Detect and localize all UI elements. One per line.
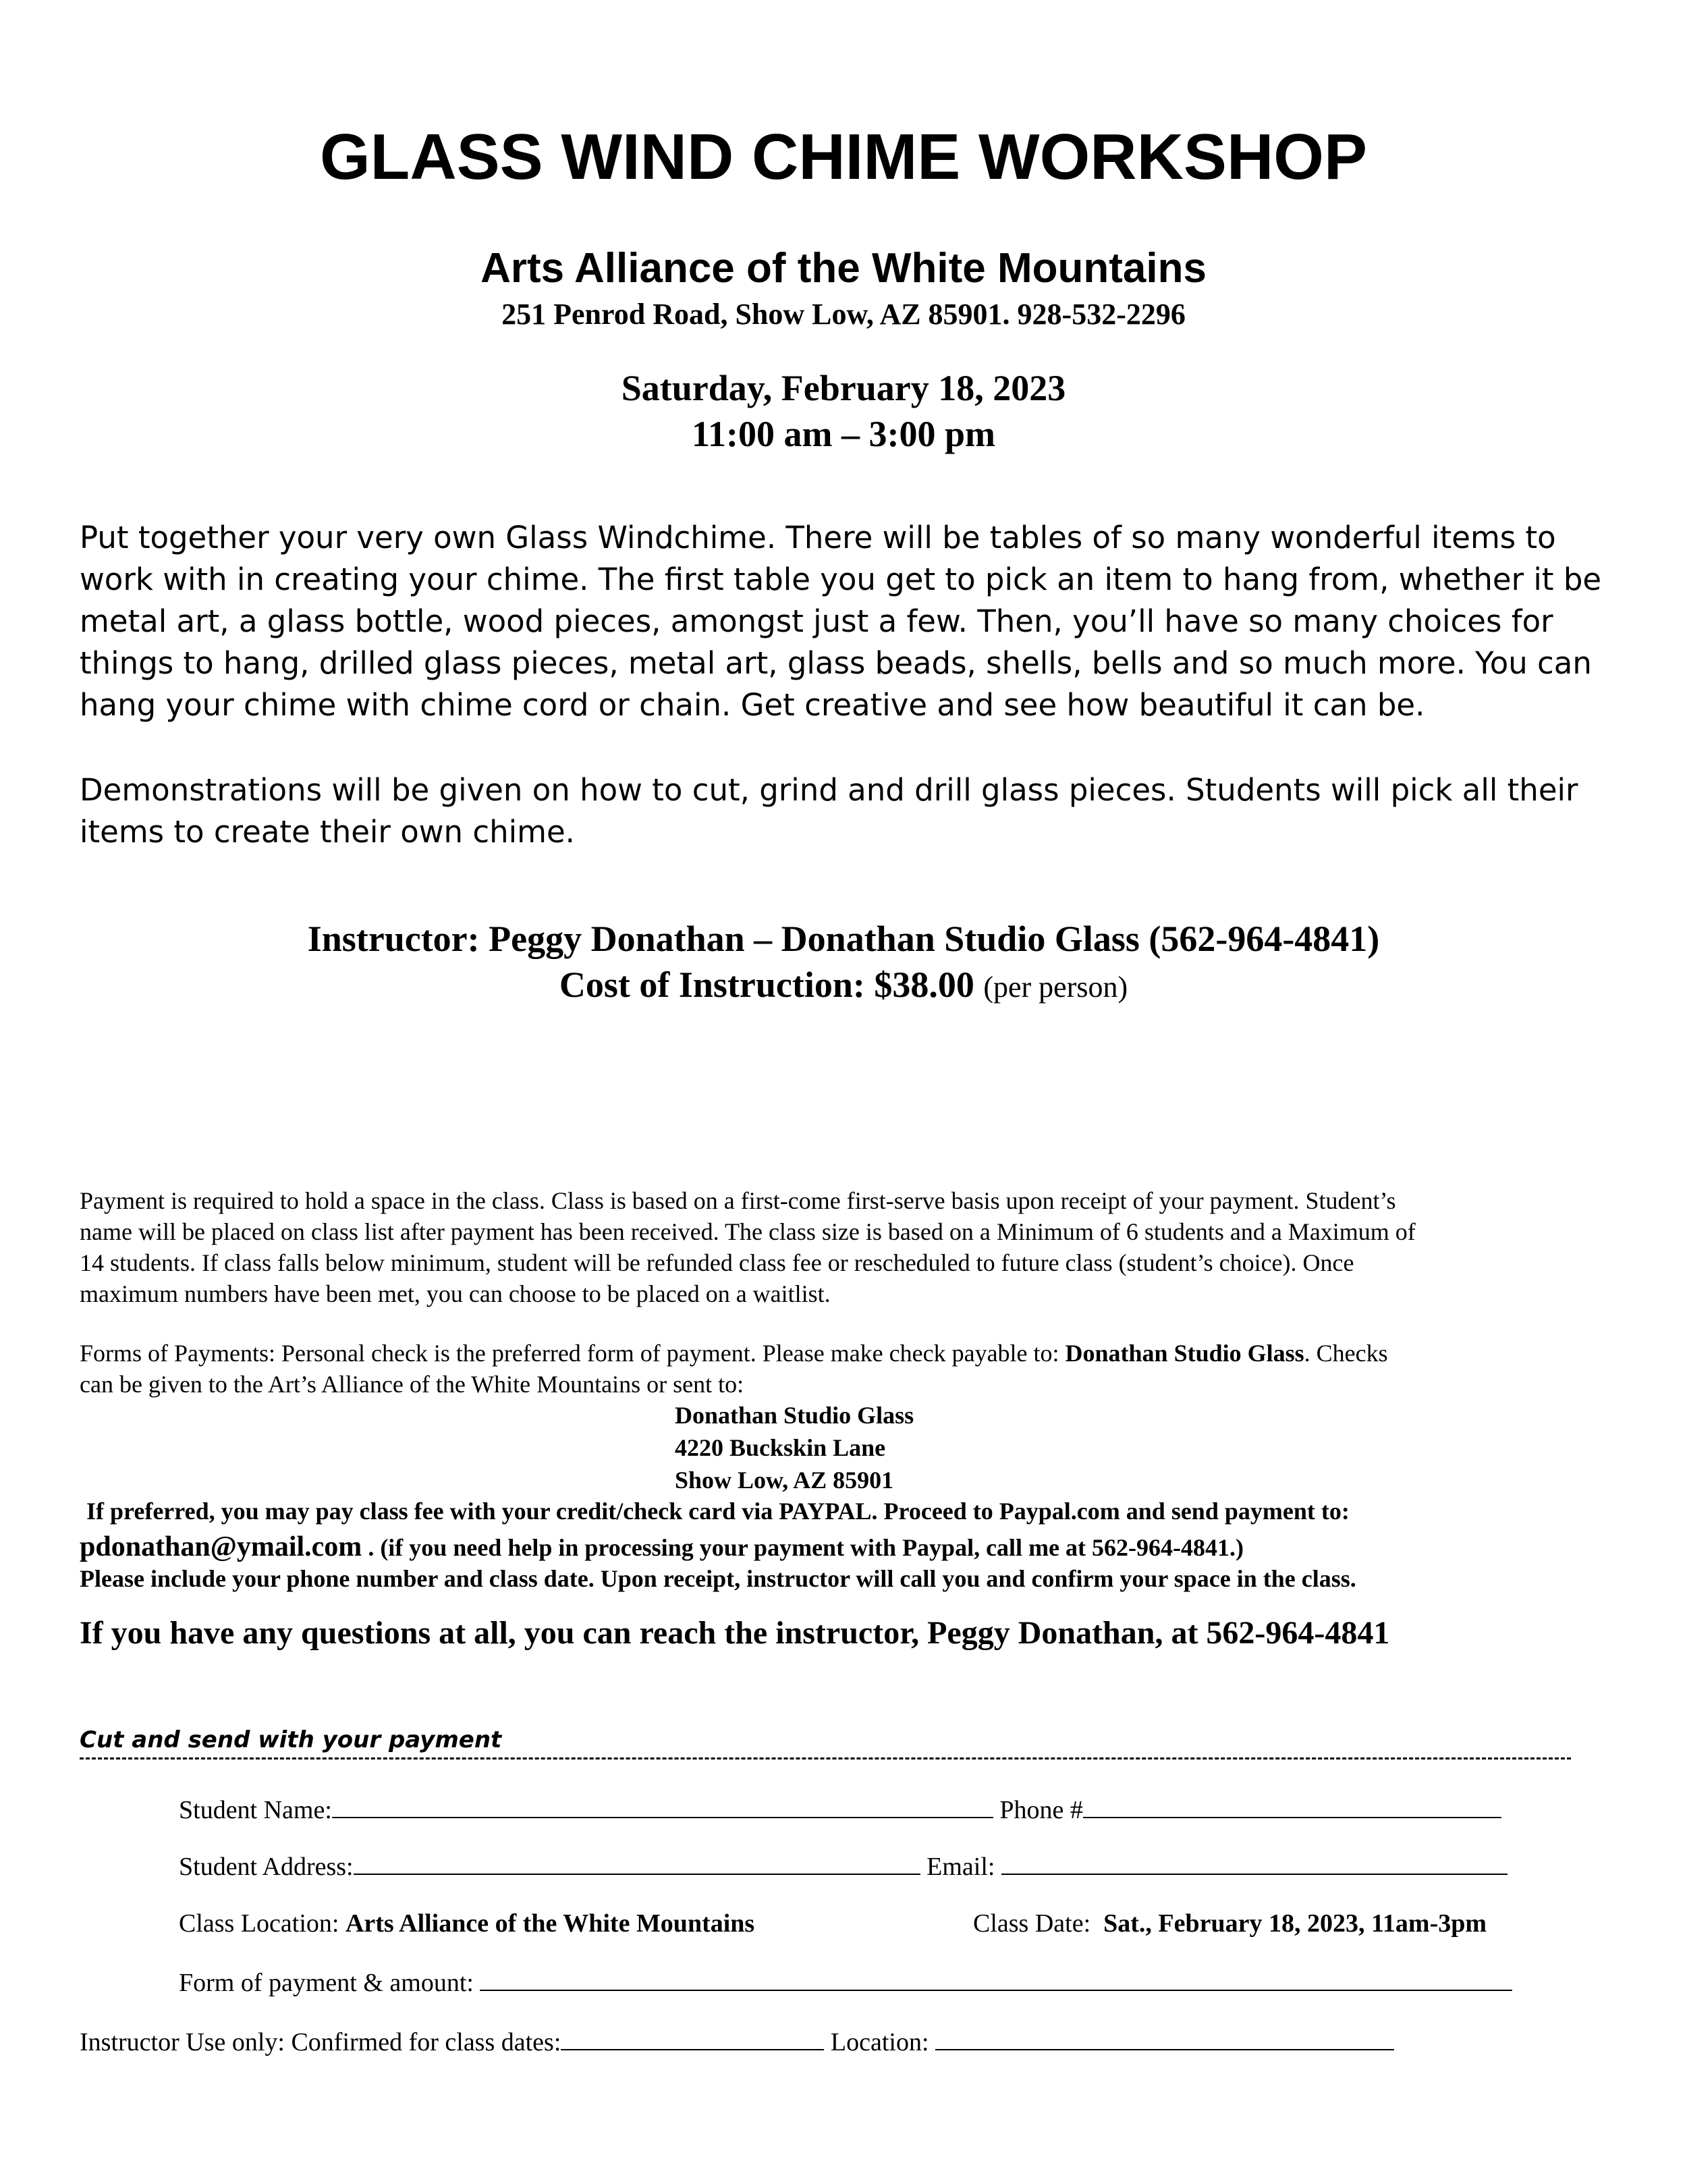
instructor-location-field[interactable] bbox=[935, 2029, 1394, 2050]
instructor-location-label: Location: bbox=[830, 2028, 929, 2056]
paypal-line: If preferred, you may pay class fee with your credit/check card via PAYPAL. Proceed to Paypal.com and send payment to: bbox=[86, 1498, 1350, 1525]
paypal-help: . (if you need help in processing your payment with Paypal, call me at 562-964-4841.) bbox=[368, 1534, 1244, 1561]
description-line: Demonstrations will be given on how to cut, grind and drill glass pieces. Students will pick all their bbox=[80, 772, 1578, 808]
instructor-info: Instructor: Peggy Donathan – Donathan Studio Glass (562-964-4841) bbox=[307, 919, 1380, 959]
page-title: GLASS WIND CHIME WORKSHOP bbox=[320, 121, 1367, 193]
mail-city: Show Low, AZ 85901 bbox=[675, 1467, 894, 1494]
forms-line-1 bbox=[80, 1338, 1632, 1369]
mail-name: Donathan Studio Glass bbox=[675, 1402, 914, 1429]
student-name-field[interactable] bbox=[332, 1797, 993, 1818]
policy-line: Payment is required to hold a space in the class. Class is based on a first-come first-serve basis upon receipt of your payment. Student’s bbox=[80, 1187, 1396, 1214]
payment-form-row bbox=[179, 1968, 1512, 1998]
policy-line: name will be placed on class list after payment has been received. The class size is based on a Minimum of 6 students and a Maximum of bbox=[80, 1218, 1416, 1245]
class-location-row bbox=[179, 1909, 754, 1938]
student-name-label: Student Name: bbox=[179, 1796, 332, 1824]
instructor-use-row bbox=[80, 2027, 1394, 2057]
forms-line-prefix: Forms of Payments: Personal check is the preferred form of payment. Please make check payable to: bbox=[80, 1340, 1059, 1367]
include-line: Please include your phone number and class date. Upon receipt, instructor will call you and confirm your space in the class. bbox=[80, 1565, 1356, 1592]
class-date-value: Sat., February 18, 2023, 11am-3pm bbox=[1103, 1909, 1487, 1938]
student-address-row bbox=[179, 1852, 1508, 1882]
email-label: Email: bbox=[927, 1853, 995, 1881]
student-address-field[interactable] bbox=[354, 1853, 920, 1875]
cost-info bbox=[0, 964, 1687, 1006]
class-location-value: Arts Alliance of the White Mountains bbox=[345, 1909, 755, 1938]
student-address-label: Student Address: bbox=[179, 1853, 354, 1881]
cost-note: (per person) bbox=[983, 971, 1128, 1004]
forms-line-suffix: . Checks bbox=[1304, 1340, 1388, 1367]
payment-amount-field[interactable] bbox=[480, 1969, 1512, 1991]
questions-line: If you have any questions at all, you can reach the instructor, Peggy Donathan, at 562-964-4841 bbox=[80, 1615, 1390, 1651]
class-location-label: Class Location: bbox=[179, 1909, 339, 1938]
cut-divider bbox=[80, 1757, 1571, 1759]
instructor-use-label: Instructor Use only: Confirmed for class dates: bbox=[80, 2028, 561, 2056]
payable-to: Donathan Studio Glass bbox=[1065, 1340, 1304, 1367]
class-date-row bbox=[973, 1909, 1487, 1938]
description-paragraph-1 bbox=[80, 517, 1625, 726]
description-line: metal art, a glass bottle, wood pieces, amongst just a few. Then, you’ll have so many choices for bbox=[80, 603, 1553, 639]
paypal-email[interactable]: pdonathan@ymail.com bbox=[80, 1531, 362, 1562]
paypal-email-line bbox=[80, 1531, 1244, 1563]
payment-amount-label: Form of payment & amount: bbox=[179, 1969, 474, 1997]
email-field[interactable] bbox=[1001, 1853, 1508, 1875]
organization-address: 251 Penrod Road, Show Low, AZ 85901. 928-532-2296 bbox=[501, 298, 1186, 331]
description-line: Put together your very own Glass Windchime. There will be tables of so many wonderful items to bbox=[80, 520, 1556, 555]
payment-policy bbox=[80, 1185, 1632, 1309]
description-line: hang your chime with chime cord or chain. Get creative and see how beautiful it can be. bbox=[80, 687, 1425, 723]
policy-line: 14 students. If class falls below minimum, student will be refunded class fee or rescheduled to future class (student’s choice). Once bbox=[80, 1249, 1354, 1276]
event-date: Saturday, February 18, 2023 bbox=[621, 368, 1066, 408]
phone-label: Phone # bbox=[999, 1796, 1083, 1824]
class-date-label: Class Date: bbox=[973, 1909, 1091, 1938]
payment-forms bbox=[80, 1338, 1632, 1400]
mail-street: 4220 Buckskin Lane bbox=[675, 1434, 886, 1461]
student-name-row bbox=[179, 1795, 1501, 1825]
event-time: 11:00 am – 3:00 pm bbox=[692, 414, 995, 454]
forms-line-2: can be given to the Art’s Alliance of the White Mountains or sent to: bbox=[80, 1371, 744, 1398]
organization-name: Arts Alliance of the White Mountains bbox=[480, 245, 1207, 292]
description-line: things to hang, drilled glass pieces, metal art, glass beads, shells, bells and so much more. You can bbox=[80, 645, 1592, 681]
policy-line: maximum numbers have been met, you can choose to be placed on a waitlist. bbox=[80, 1280, 831, 1307]
description-line: work with in creating your chime. The first table you get to pick an item to hang from, whether it be bbox=[80, 562, 1602, 597]
phone-field[interactable] bbox=[1083, 1797, 1501, 1818]
confirmed-dates-field[interactable] bbox=[561, 2029, 824, 2050]
description-paragraph-2 bbox=[80, 769, 1625, 853]
cut-label: Cut and send with your payment bbox=[80, 1726, 502, 1753]
description-line: items to create their own chime. bbox=[80, 814, 575, 850]
cost-label: Cost of Instruction: $38.00 bbox=[559, 964, 974, 1005]
